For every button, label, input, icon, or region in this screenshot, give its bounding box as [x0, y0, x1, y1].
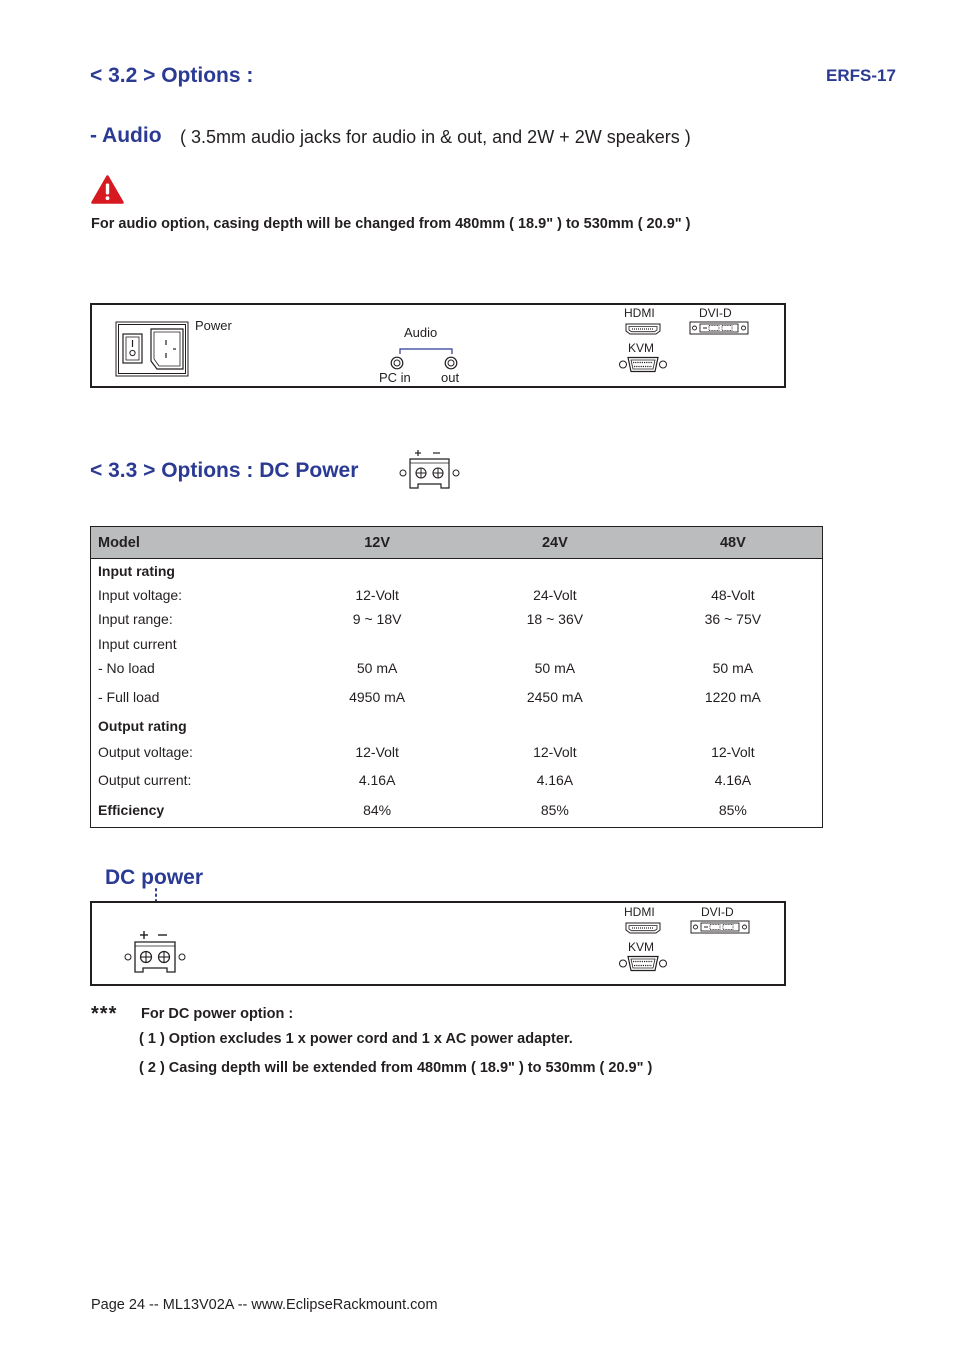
table-cell: 1220 mA [644, 681, 823, 714]
table-row-label: Input range: [91, 607, 289, 632]
hdmi-label: HDMI [624, 306, 655, 320]
table-cell [288, 714, 466, 738]
table-cell: 24-Volt [533, 586, 577, 603]
table-header-cell: 24V [466, 527, 644, 559]
table-cell: 4.16A [536, 771, 574, 788]
table-cell [288, 632, 466, 656]
dc-terminal-block-icon [122, 927, 188, 978]
out-label: out [441, 370, 460, 385]
table-cell [644, 632, 823, 656]
dvi-label: DVI-D [699, 306, 732, 320]
pc-in-label: PC in [379, 370, 411, 385]
hdmi-port-icon [625, 921, 661, 939]
dc-power-spec-table [90, 526, 823, 828]
table-cell: 50 mA [534, 660, 576, 676]
table-row [91, 559, 823, 583]
kvm-port-icon [618, 356, 668, 378]
table-cell: 18 ~ 36V [526, 611, 584, 627]
table-row-label: Efficiency [91, 794, 289, 828]
table-cell [466, 632, 644, 656]
hdmi-port-icon [625, 322, 661, 340]
table-row-label: Input rating [91, 559, 289, 583]
table-header-cell: Model [91, 527, 289, 559]
table-row [91, 632, 823, 656]
table-row-label: Input current [91, 632, 289, 656]
table-cell: 4950 mA [349, 689, 406, 705]
dc-terminal-block-icon [397, 445, 463, 496]
table-cell [466, 559, 644, 583]
audio-label: Audio [404, 325, 438, 340]
table-row [91, 738, 823, 766]
page-footer: Page 24 -- ML13V02A -- www.EclipseRackmount.com [91, 1297, 438, 1313]
audio-option-label: - Audio [90, 124, 162, 147]
table-cell: 85% [466, 794, 644, 828]
footnote-item: ( 1 ) Option excludes 1 x power cord and 1 x AC power adapter. [139, 1031, 573, 1047]
kvm-label: KVM [628, 341, 655, 355]
table-row-label: Output rating [91, 714, 289, 738]
ac-power-inlet-icon [115, 321, 189, 382]
power-label: Power [195, 318, 232, 333]
table-header-cell: 12V [288, 527, 466, 559]
table-cell: 4.16A [644, 766, 823, 794]
table-row-label: Input voltage: [91, 583, 289, 607]
table-cell: 12-Volt [533, 743, 577, 760]
table-cell [644, 559, 823, 583]
table-row-label: Output current: [91, 766, 289, 794]
table-cell [288, 559, 466, 583]
table-row-label: Output voltage: [91, 738, 289, 766]
table-cell: 85% [644, 794, 823, 828]
table-header-row [91, 527, 823, 559]
section-title: < 3.2 > Options : [90, 64, 254, 87]
table-row [91, 794, 823, 828]
dvi-port-icon [690, 920, 750, 939]
dvi-port-icon [689, 321, 749, 340]
footnote-marker: *** [91, 1003, 118, 1025]
table-cell [466, 714, 644, 738]
audio-rear-panel [90, 303, 786, 388]
kvm-port-icon [618, 955, 668, 977]
model-code: ERFS-17 [826, 66, 896, 85]
table-cell: 12-Volt [355, 586, 399, 603]
kvm-label: KVM [628, 940, 655, 954]
dvi-label: DVI-D [701, 905, 734, 919]
table-cell: 50 mA [644, 656, 823, 681]
warning-icon [91, 175, 124, 209]
audio-option-description: ( 3.5mm audio jacks for audio in & out, and 2W + 2W speakers ) [180, 127, 691, 147]
table-cell: 2450 mA [526, 689, 583, 705]
table-cell [644, 714, 823, 738]
table-cell: 50 mA [356, 660, 398, 676]
table-cell: 12-Volt [355, 743, 399, 760]
table-cell: 36 ~ 75V [644, 607, 823, 632]
table-row [91, 681, 823, 714]
table-row [91, 607, 823, 632]
footnote-heading: For DC power option : [141, 1006, 294, 1022]
dc-power-section-title: < 3.3 > Options : DC Power [90, 459, 359, 482]
table-cell: 84% [288, 794, 466, 828]
table-row [91, 583, 823, 607]
dc-panel-title: DC power [105, 866, 204, 889]
table-cell: 48-Volt [644, 583, 823, 607]
dc-rear-panel [90, 901, 786, 986]
table-row [91, 656, 823, 681]
footnote-item: ( 2 ) Casing depth will be extended from 480mm ( 18.9" ) to 530mm ( 20.9" ) [139, 1060, 653, 1076]
audio-warning-note: For audio option, casing depth will be changed from 480mm ( 18.9" ) to 530mm ( 20.9" ) [91, 216, 691, 232]
table-cell: 4.16A [358, 771, 396, 788]
table-row [91, 714, 823, 738]
hdmi-label: HDMI [624, 905, 655, 919]
table-row [91, 766, 823, 794]
table-row-label: - No load [91, 656, 289, 681]
table-cell: 12-Volt [644, 738, 823, 766]
table-cell: 9 ~ 18V [352, 611, 402, 627]
table-header-cell: 48V [644, 527, 823, 559]
table-row-label: - Full load [91, 681, 289, 714]
